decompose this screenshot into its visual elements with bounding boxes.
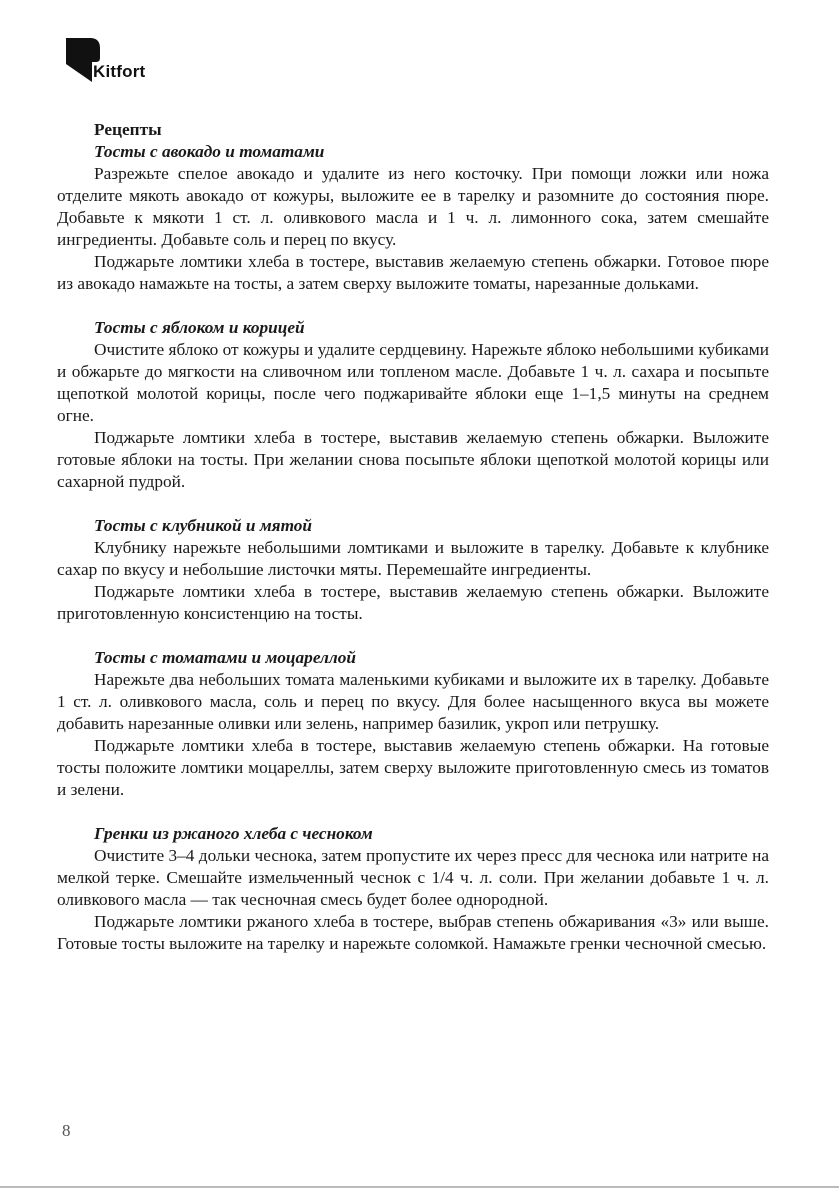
recipe-paragraph: Поджарьте ломтики ржаного хлеба в тостере, выбрав степень обжаривания «3» или выше. Готовые тосты выложите на тарелку и нарежьте соломкой. Намажьте гренки чесночной смесью. (57, 912, 769, 953)
recipe-title: Гренки из ржаного хлеба с чесноком (94, 824, 373, 843)
brand-name: Kitfort (93, 62, 146, 81)
recipe-paragraph: Поджарьте ломтики хлеба в тостере, выставив желаемую степень обжарки. На готовые тосты положите ломтики моцареллы, затем сверху выложите приготовленную смесь из томатов и зелени. (57, 736, 769, 799)
recipe-title: Тосты с клубникой и мятой (94, 516, 313, 535)
recipe-title: Тосты с яблоком и корицей (94, 318, 305, 337)
brand-logo (64, 36, 184, 86)
recipe-title: Тосты с авокадо и томатами (94, 142, 325, 161)
recipe-avocado (57, 141, 769, 295)
recipe-paragraph: Клубнику нарежьте небольшими ломтиками и выложите в тарелку. Добавьте к клубнике сахар по вкусу и небольшие листочки мяты. Перемешайте ингредиенты. (57, 538, 769, 579)
recipe-tomato-mozzarella (57, 647, 769, 801)
recipe-paragraph: Разрежьте спелое авокадо и удалите из него косточку. При помощи ложки или ножа отделите мякоть авокадо от кожуры, выложите ее в тарелку и разомните до состояния пюре. Добавьте к мякоти 1 ст. л. оливкового масла и 1 ч. л. лимонного сока, затем смешайте ингредиенты. Добавьте соль и перец по вкусу. (57, 164, 769, 249)
recipe-paragraph: Очистите яблоко от кожуры и удалите сердцевину. Нарежьте яблоко небольшими кубиками и обжарьте до мягкости на сливочном или топленом масле. Добавьте 1 ч. л. сахара и посыпьте щепоткой молотой корицы, после чего поджаривайте яблоки еще 1–1,5 минуты на среднем огне. (57, 340, 769, 425)
recipes-content (57, 119, 769, 955)
recipe-paragraph: Поджарьте ломтики хлеба в тостере, выставив желаемую степень обжарки. Выложите готовые яблоки на тосты. При желании снова посыпьте яблоки щепоткой молотой корицы или сахарной пудрой. (57, 428, 769, 491)
recipe-rye-garlic (57, 823, 769, 955)
recipe-paragraph: Очистите 3–4 дольки чеснока, затем пропустите их через пресс для чеснока или натрите на мелкой терке. Смешайте измельченный чеснок с 1/4 ч. л. соли. При желании добавьте 1 ч. л. оливкового масла — так чесночная смесь будет более однородной. (57, 846, 769, 909)
section-title: Рецепты (94, 120, 162, 139)
recipe-paragraph: Поджарьте ломтики хлеба в тостере, выставив желаемую степень обжарки. Готовое пюре из авокадо намажьте на тосты, а затем сверху выложите томаты, нарезанные дольками. (57, 252, 769, 293)
recipe-paragraph: Поджарьте ломтики хлеба в тостере, выставив желаемую степень обжарки. Выложите приготовленную консистенцию на тосты. (57, 582, 769, 623)
recipe-strawberry-mint (57, 515, 769, 625)
recipe-title: Тосты с томатами и моцареллой (94, 648, 357, 667)
recipe-apple-cinnamon (57, 317, 769, 493)
page-number: 8 (62, 1121, 71, 1140)
recipe-paragraph: Нарежьте два небольших томата маленькими кубиками и выложите их в тарелку. Добавьте 1 ст. л. оливкового масла, соль и перец по вкусу. Для более насыщенного вкуса вы можете добавить нарезанные оливки или зелень, например базилик, укроп или петрушку. (57, 670, 769, 733)
